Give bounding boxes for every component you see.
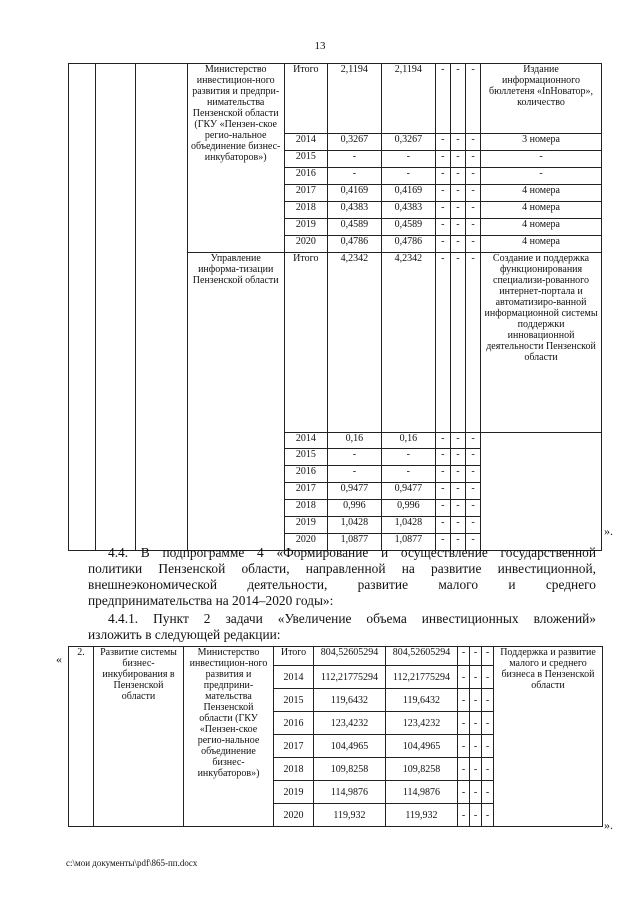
total-cell: - (327, 466, 381, 483)
dash-cell: - (435, 202, 450, 219)
dash-cell: - (450, 151, 465, 168)
event-cell (95, 64, 135, 551)
year-cell: 2017 (274, 735, 314, 758)
dash-cell: - (482, 804, 494, 827)
dash-cell: - (450, 517, 465, 534)
budget-cell: 0,9477 (381, 483, 435, 500)
dash-cell: - (482, 647, 494, 666)
total-cell: 104,4965 (314, 735, 386, 758)
dash-cell: - (450, 202, 465, 219)
dash-cell: - (465, 483, 480, 500)
page-number: 13 (314, 40, 326, 52)
total-cell: 0,996 (327, 500, 381, 517)
budget-cell: 0,16 (381, 433, 435, 449)
table-row (69, 64, 602, 134)
dash-cell: - (482, 689, 494, 712)
total-cell: 0,9477 (327, 483, 381, 500)
year-cell: 2016 (274, 712, 314, 735)
dash-cell: - (465, 433, 480, 449)
dash-cell: - (435, 483, 450, 500)
year-cell: Итого (284, 253, 327, 433)
dash-cell: - (465, 134, 480, 151)
budget-cell: - (381, 466, 435, 483)
dash-cell: - (435, 219, 450, 236)
dash-cell: - (465, 500, 480, 517)
dash-cell: - (458, 804, 470, 827)
dash-cell: - (435, 168, 450, 185)
result-cell: - (481, 151, 602, 168)
dash-cell: - (435, 534, 450, 551)
dash-cell: - (435, 151, 450, 168)
budget-cell: 119,6432 (386, 689, 458, 712)
executor-cell: Министерство инвестицион-ного развития и предприни-мательства Пензенской области (ГКУ «Пензен-ское регио-нальное объединение бизнес-инкубаторов») (184, 647, 274, 827)
dash-cell: - (482, 666, 494, 689)
para-line: 4.4. В подпрограмме 4 «Формирование и осуществление государственной (108, 545, 596, 560)
dash-cell: - (450, 253, 465, 433)
year-cell: 2017 (284, 185, 327, 202)
event-cell: Развитие системы бизнес-инкубирования в Пензенской области (94, 647, 184, 827)
dash-cell: - (465, 64, 480, 134)
total-cell: 4,2342 (327, 253, 381, 433)
dash-cell: - (435, 253, 450, 433)
dash-cell: - (465, 168, 480, 185)
budget-cell: 804,52605294 (386, 647, 458, 666)
para-line: внешнеэкономической деятельности, развитие малого и среднего (88, 577, 596, 592)
total-cell: 112,21775294 (314, 666, 386, 689)
result-cell: Создание и поддержка функционирования специализи-рованного интернет-портала и автоматизиро-ванной информационной системы поддержки инновационной деятельности Пензенской области (481, 253, 602, 433)
budget-cell: 4,2342 (381, 253, 435, 433)
total-cell: 0,3267 (327, 134, 381, 151)
year-cell: 2019 (274, 781, 314, 804)
dash-cell: - (435, 500, 450, 517)
budget-cell: 109,8258 (386, 758, 458, 781)
dash-cell: - (450, 534, 465, 551)
total-cell: 804,52605294 (314, 647, 386, 666)
closing-quote-1: ». (604, 524, 613, 538)
year-cell: 2016 (284, 168, 327, 185)
total-cell: 109,8258 (314, 758, 386, 781)
total-cell: 0,16 (327, 433, 381, 449)
dash-cell: - (450, 466, 465, 483)
budget-cell: 104,4965 (386, 735, 458, 758)
num-cell: 2. (69, 647, 94, 827)
blank-cell (135, 64, 187, 551)
opening-quote: « (56, 652, 62, 666)
dash-cell: - (470, 647, 482, 666)
dash-cell: - (482, 781, 494, 804)
budget-cell: 1,0428 (381, 517, 435, 534)
result-cell: Издание информационного бюллетеня «InНоватор», количество (481, 64, 602, 134)
budget-cell: 0,4589 (381, 219, 435, 236)
dash-cell: - (482, 735, 494, 758)
dash-cell: - (435, 64, 450, 134)
total-cell: 1,0877 (327, 534, 381, 551)
dash-cell: - (435, 517, 450, 534)
total-cell: 0,4589 (327, 219, 381, 236)
dash-cell: - (458, 666, 470, 689)
year-cell: 2018 (274, 758, 314, 781)
dash-cell: - (482, 758, 494, 781)
dash-cell: - (435, 134, 450, 151)
dash-cell: - (470, 666, 482, 689)
dash-cell: - (470, 712, 482, 735)
dash-cell: - (465, 534, 480, 551)
budget-cell: 0,4786 (381, 236, 435, 253)
year-cell: 2020 (284, 534, 327, 551)
dash-cell: - (450, 185, 465, 202)
total-cell: 123,4232 (314, 712, 386, 735)
dash-cell: - (458, 689, 470, 712)
year-cell: 2020 (274, 804, 314, 827)
year-cell: 2019 (284, 517, 327, 534)
dash-cell: - (458, 758, 470, 781)
dash-cell: - (450, 219, 465, 236)
budget-cell: 0,996 (381, 500, 435, 517)
result-cell: - (481, 168, 602, 185)
dash-cell: - (465, 202, 480, 219)
budget-cell: - (381, 151, 435, 168)
para-line: изложить в следующей редакции: (88, 627, 281, 642)
dash-cell: - (450, 64, 465, 134)
total-cell: 1,0428 (327, 517, 381, 534)
dash-cell: - (458, 712, 470, 735)
para-line: политики Пензенской области, направленной на развитие инвестиционной, (88, 561, 596, 576)
total-cell: 114,9876 (314, 781, 386, 804)
budget-cell: 114,9876 (386, 781, 458, 804)
total-cell: - (327, 449, 381, 466)
dash-cell: - (450, 449, 465, 466)
dash-cell: - (450, 483, 465, 500)
executor-cell: Управление информа-тизации Пензенской области (187, 253, 284, 551)
dash-cell: - (450, 134, 465, 151)
program-table-new (68, 646, 603, 827)
dash-cell: - (435, 466, 450, 483)
budget-cell: 0,4169 (381, 185, 435, 202)
dash-cell: - (465, 151, 480, 168)
total-cell: 119,6432 (314, 689, 386, 712)
result-cell: 3 номера (481, 134, 602, 151)
result-cell: 4 номера (481, 185, 602, 202)
year-cell: 2015 (284, 449, 327, 466)
year-cell: 2018 (284, 500, 327, 517)
table-row (69, 647, 603, 666)
dash-cell: - (450, 500, 465, 517)
footer-file-path: c:\мои документы\pdf\865-пп.docx (66, 858, 198, 868)
total-cell: - (327, 151, 381, 168)
dash-cell: - (465, 517, 480, 534)
budget-cell: - (381, 168, 435, 185)
dash-cell: - (465, 185, 480, 202)
dash-cell: - (458, 735, 470, 758)
result-empty-cell (481, 433, 602, 551)
total-cell: 0,4169 (327, 185, 381, 202)
total-cell: 0,4383 (327, 202, 381, 219)
dash-cell: - (482, 712, 494, 735)
executor-cell: Министерство инвестицион-ного развития и предпри-нимательства Пензенской области (ГКУ «Пензен-ское регио-нальное объединение бизнес-инкубаторов») (187, 64, 284, 253)
dash-cell: - (458, 647, 470, 666)
year-cell: 2018 (284, 202, 327, 219)
dash-cell: - (435, 236, 450, 253)
dash-cell: - (465, 219, 480, 236)
year-cell: Итого (284, 64, 327, 134)
dash-cell: - (465, 253, 480, 433)
result-cell: 4 номера (481, 202, 602, 219)
dash-cell: - (465, 449, 480, 466)
total-cell: 2,1194 (327, 64, 381, 134)
budget-cell: 119,932 (386, 804, 458, 827)
total-cell: - (327, 168, 381, 185)
year-cell: 2014 (274, 666, 314, 689)
paragraph-4-4-1 (88, 611, 596, 643)
dash-cell: - (465, 466, 480, 483)
dash-cell: - (450, 168, 465, 185)
result-cell: 4 номера (481, 219, 602, 236)
para-line: предпринимательства на 2014–2020 годы»: (88, 593, 334, 608)
total-cell: 0,4786 (327, 236, 381, 253)
dash-cell: - (470, 758, 482, 781)
dash-cell: - (458, 781, 470, 804)
year-cell: 2014 (284, 433, 327, 449)
para-line: 4.4.1. Пункт 2 задачи «Увеличение объема инвестиционных вложений» (108, 611, 596, 626)
budget-cell: - (381, 449, 435, 466)
year-cell: Итого (274, 647, 314, 666)
dash-cell: - (470, 804, 482, 827)
dash-cell: - (435, 185, 450, 202)
total-cell: 119,932 (314, 804, 386, 827)
budget-cell: 0,3267 (381, 134, 435, 151)
budget-cell: 1,0877 (381, 534, 435, 551)
budget-cell: 0,4383 (381, 202, 435, 219)
year-cell: 2020 (284, 236, 327, 253)
result-cell: 4 номера (481, 236, 602, 253)
year-cell: 2015 (284, 151, 327, 168)
dash-cell: - (465, 236, 480, 253)
dash-cell: - (435, 449, 450, 466)
year-cell: 2014 (284, 134, 327, 151)
budget-cell: 2,1194 (381, 64, 435, 134)
year-cell: 2019 (284, 219, 327, 236)
dash-cell: - (470, 735, 482, 758)
program-table-continued (68, 63, 602, 551)
dash-cell: - (435, 433, 450, 449)
num-cell (69, 64, 96, 551)
dash-cell: - (450, 236, 465, 253)
dash-cell: - (470, 781, 482, 804)
paragraph-4-4 (88, 545, 596, 609)
year-cell: 2017 (284, 483, 327, 500)
budget-cell: 123,4232 (386, 712, 458, 735)
closing-quote-2: ». (604, 818, 613, 832)
year-cell: 2016 (284, 466, 327, 483)
dash-cell: - (450, 433, 465, 449)
result-cell: Поддержка и развитие малого и среднего бизнеса в Пензенской области (494, 647, 603, 827)
year-cell: 2015 (274, 689, 314, 712)
budget-cell: 112,21775294 (386, 666, 458, 689)
dash-cell: - (470, 689, 482, 712)
